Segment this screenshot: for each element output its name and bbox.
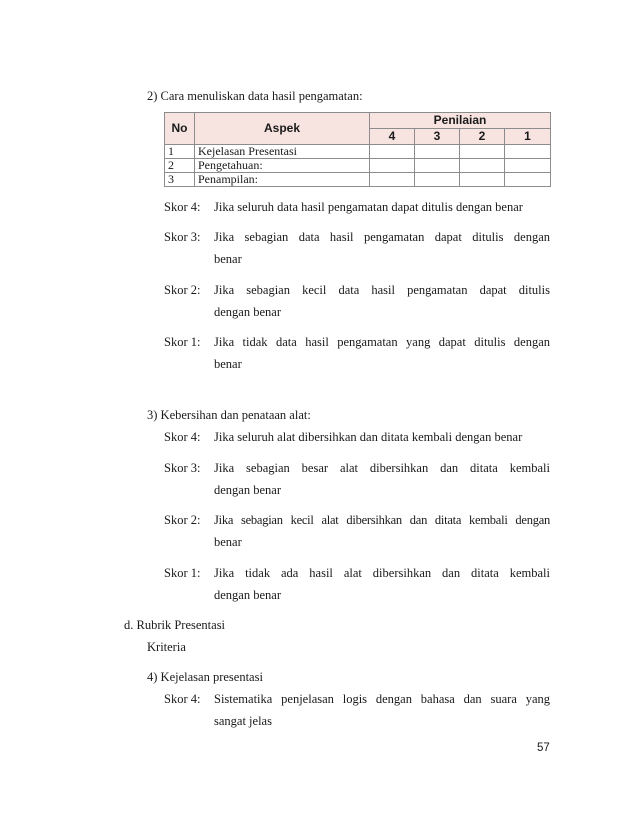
score-cell — [415, 145, 460, 159]
score-text: Sistematika penjelasan logis dengan bahasa dan suara yang — [214, 692, 550, 706]
score-text: Jika sebagian data hasil pengamatan dapat ditulis dengan — [214, 230, 550, 244]
score-text: Jika tidak ada hasil alat dibersihkan dan ditata kembali — [214, 566, 550, 580]
score-label: Skor 1: — [164, 566, 201, 580]
section-heading-2: 2) Cara menuliskan data hasil pengamatan: — [147, 89, 363, 103]
score-item — [164, 513, 550, 528]
assessment-table — [164, 112, 551, 187]
score-cell — [460, 173, 505, 187]
score-label: Skor 4: — [164, 200, 201, 214]
score-cell — [415, 173, 460, 187]
table-row — [165, 145, 551, 159]
header-score-3: 3 — [415, 129, 460, 145]
header-score-1: 1 — [505, 129, 551, 145]
score-text-cont: dengan benar — [214, 483, 281, 497]
score-item — [164, 461, 550, 476]
score-text: Jika sebagian kecil data hasil pengamatan dapat ditulis — [214, 283, 550, 297]
row-no: 2 — [165, 159, 195, 173]
score-item — [164, 430, 550, 445]
row-no: 3 — [165, 173, 195, 187]
row-aspek: Pengetahuan: — [195, 159, 370, 173]
header-score-2: 2 — [460, 129, 505, 145]
score-label: Skor 3: — [164, 461, 201, 475]
score-text-cont: benar — [214, 252, 242, 266]
section-heading-4: 4) Kejelasan presentasi — [147, 670, 263, 684]
score-text-cont: dengan benar — [214, 305, 281, 319]
header-score-4: 4 — [370, 129, 415, 145]
score-cell — [460, 159, 505, 173]
header-penilaian: Penilaian — [370, 113, 551, 129]
table-row — [165, 159, 551, 173]
row-aspek: Kejelasan Presentasi — [195, 145, 370, 159]
score-cell — [505, 173, 551, 187]
score-text-cont: benar — [214, 357, 242, 371]
score-cell — [505, 159, 551, 173]
header-aspek: Aspek — [195, 113, 370, 145]
score-label: Skor 2: — [164, 513, 201, 527]
score-label: Skor 2: — [164, 283, 201, 297]
score-text: Jika sebagian kecil alat dibersihkan dan ditata kembali dengan — [214, 513, 550, 527]
score-cell — [370, 145, 415, 159]
section-heading-3: 3) Kebersihan dan penataan alat: — [147, 408, 311, 422]
score-item — [164, 335, 550, 350]
score-item — [164, 200, 550, 215]
score-cell — [370, 173, 415, 187]
criteria-subheading: Kriteria — [147, 640, 186, 654]
score-text-cont: benar — [214, 535, 242, 549]
score-text: Jika seluruh data hasil pengamatan dapat ditulis dengan benar — [214, 200, 523, 214]
score-text: Jika seluruh alat dibersihkan dan ditata kembali dengan benar — [214, 430, 523, 444]
score-text-cont: dengan benar — [214, 588, 281, 602]
score-cell — [505, 145, 551, 159]
header-no: No — [165, 113, 195, 145]
page-number: 57 — [537, 742, 550, 754]
score-label: Skor 4: — [164, 692, 201, 706]
score-item — [164, 566, 550, 581]
section-heading-d: d. Rubrik Presentasi — [124, 618, 226, 632]
score-item — [164, 692, 550, 707]
score-cell — [370, 159, 415, 173]
score-text: Jika sebagian besar alat dibersihkan dan ditata kembali — [214, 461, 550, 475]
score-label: Skor 4: — [164, 430, 201, 444]
row-no: 1 — [165, 145, 195, 159]
score-label: Skor 3: — [164, 230, 201, 244]
score-item — [164, 283, 550, 298]
row-aspek: Penampilan: — [195, 173, 370, 187]
table-row — [165, 173, 551, 187]
score-label: Skor 1: — [164, 335, 201, 349]
score-item — [164, 230, 550, 245]
score-text: Jika tidak data hasil pengamatan yang dapat ditulis dengan — [214, 335, 550, 349]
score-cell — [460, 145, 505, 159]
score-text-cont: sangat jelas — [214, 714, 272, 728]
score-cell — [415, 159, 460, 173]
